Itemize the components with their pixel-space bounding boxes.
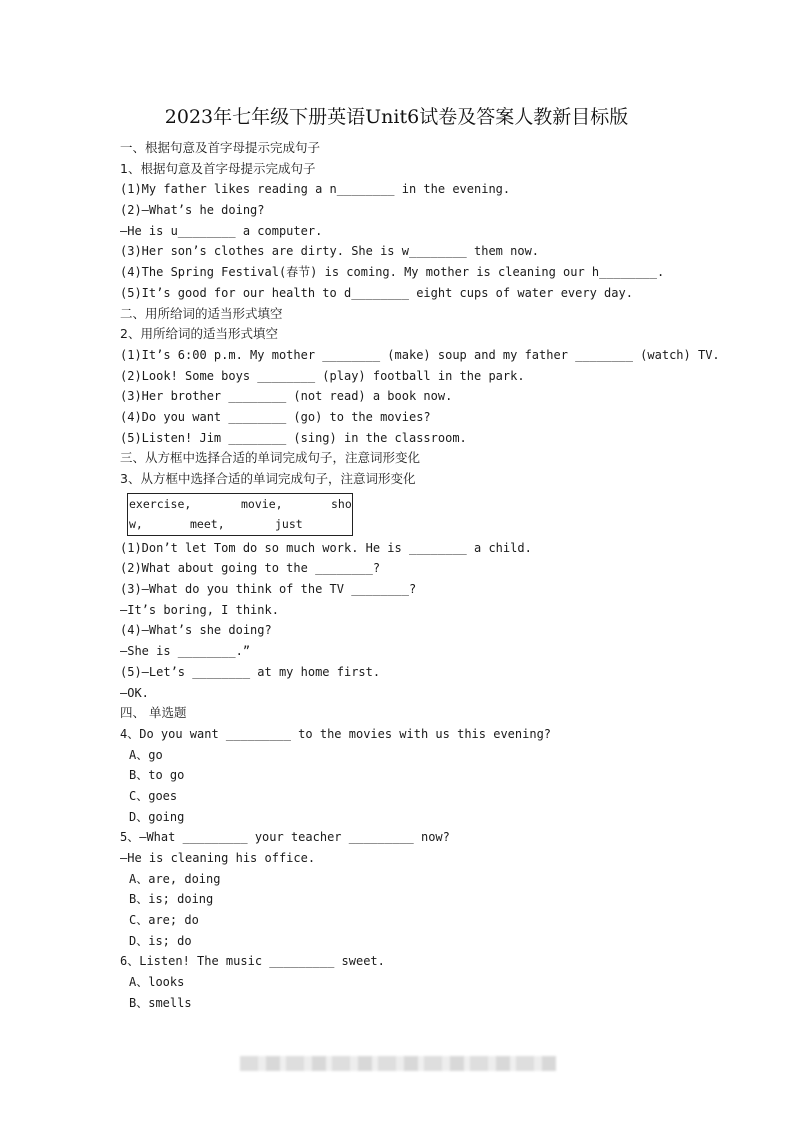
word-box-word: w, [129,517,143,532]
question-line: (3)Her son’s clothes are dirty. She is w________ them now. [120,244,540,259]
question-line: (5)—Let’s ________ at my home first. [120,664,381,679]
document-body [120,138,720,1014]
word-box-word: sho [331,496,352,511]
answer-option: D、is; do [129,933,192,948]
answer-option: D、going [129,809,185,824]
section-heading-2: 二、用所给词的适当形式填空 [120,305,283,321]
section-heading-4: 四、 单选题 [120,705,187,721]
answer-option: A、looks [129,975,185,990]
section-heading-1: 一、根据句意及首字母提示完成句子 [120,140,321,155]
question-line: (5)It’s good for our health to d________ eight cups of water every day. [120,285,633,300]
question-line: —He is cleaning his office. [120,851,316,865]
question-line: —She is ________.” [120,644,251,659]
question-stem: 5、—What _________ your teacher _________ now? [120,830,450,845]
question-line: (2)What about going to the ________? [120,561,381,576]
question-line: (1)Don’t let Tom do so much work. He is ________ a child. [120,540,532,555]
answer-option: A、go [129,747,163,762]
answer-option: A、are, doing [129,871,221,886]
question-line: (1)It’s 6:00 p.m. My mother ________ (make) soup and my father ________ (watch) TV. [120,347,720,362]
page-title: 2023年七年级下册英语Unit6试卷及答案人教新目标版 [164,106,629,128]
question-title-3: 3、从方框中选择合适的单词完成句子，注意词形变化 [120,471,416,486]
answer-option: B、to go [129,768,185,783]
answer-option: C、goes [129,788,178,803]
answer-option: B、smells [129,995,192,1010]
question-line: (5)Listen! Jim ________ (sing) in the classroom. [120,430,467,445]
word-box-word: exercise, [129,496,192,511]
word-box [127,493,353,536]
question-line: (4)The Spring Festival(春节) is coming. My mother is cleaning our h________. [120,265,665,280]
question-line: (2)—What’s he doing? [120,203,265,218]
question-title-1: 1、根据句意及首字母提示完成句子 [120,160,316,176]
word-box-word: just [275,517,303,532]
question-stem: 6、Listen! The music _________ sweet. [120,954,385,969]
question-line: —OK. [120,685,149,700]
word-box-word: movie, [241,496,283,511]
answer-option: C、are; do [129,913,199,928]
question-line: —He is u________ a computer. [120,223,323,238]
question-line: (4)Do you want ________ (go) to the movies? [120,409,431,424]
word-box-word: meet, [190,517,225,532]
question-line: (4)—What’s she doing? [120,623,272,638]
word-box-row [128,514,352,535]
question-stem: 4、Do you want _________ to the movies with us this evening? [120,726,552,741]
question-line: (3)Her brother ________ (not read) a book now. [120,389,453,404]
answer-option: B、is; doing [129,892,214,907]
question-line: (1)My father likes reading a n________ in the evening. [120,182,511,197]
blurred-footer-watermark [240,1056,556,1071]
question-line: (3)—What do you think of the TV ________? [120,582,417,597]
word-box-row [128,494,352,515]
question-line: —It’s boring, I think. [120,602,279,617]
section-heading-3: 三、从方框中选择合适的单词完成句子，注意词形变化 [120,450,421,466]
question-line: (2)Look! Some boys ________ (play) football in the park. [120,368,525,383]
question-title-2: 2、用所给词的适当形式填空 [120,326,278,342]
